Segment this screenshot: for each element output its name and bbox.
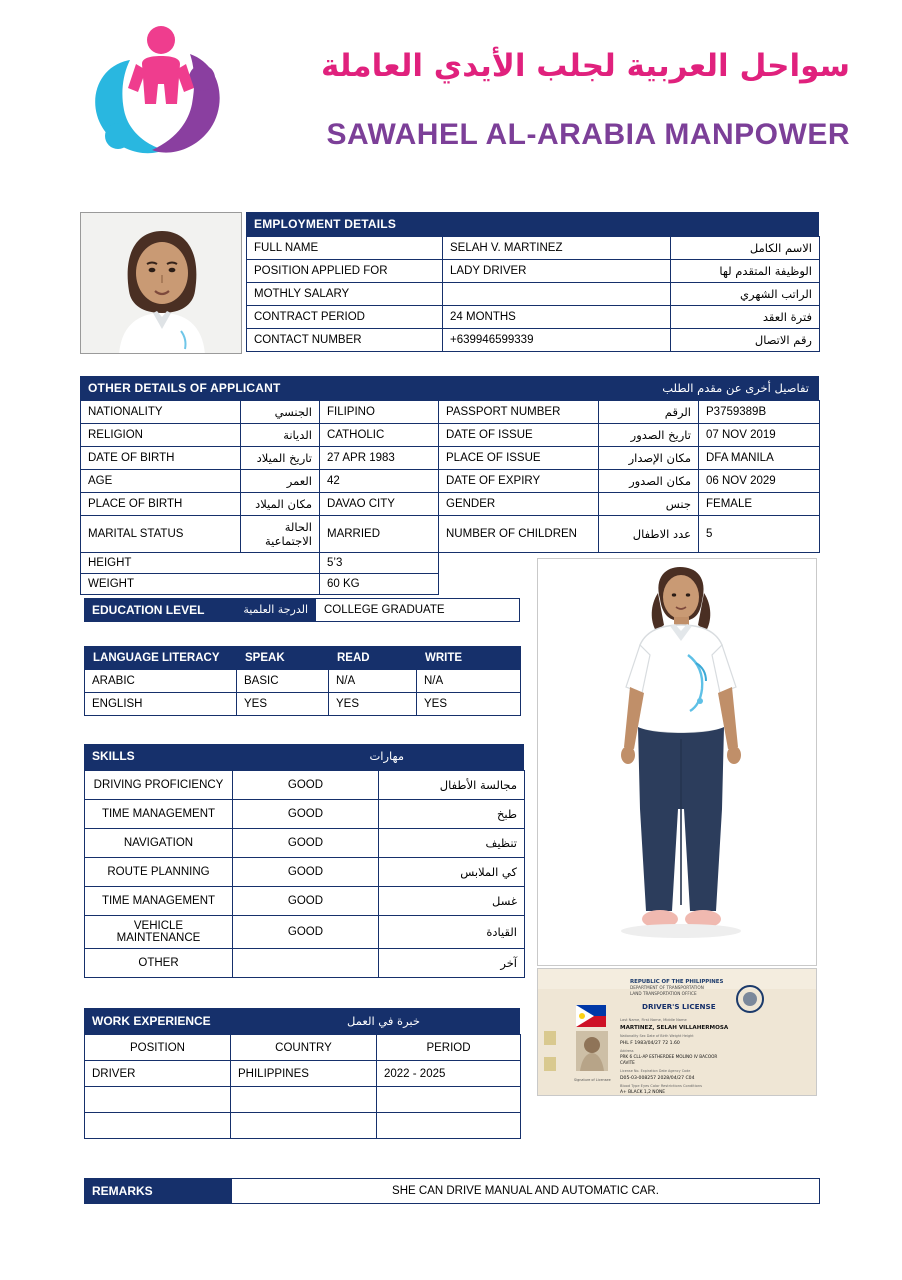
- employment-details-table: [246, 236, 820, 352]
- row-label: MOTHLY SALARY: [247, 283, 443, 306]
- skill-name: TIME MANAGEMENT: [85, 800, 233, 829]
- table-row: [81, 424, 820, 447]
- drivers-license-card-image: [537, 968, 817, 1096]
- language-name: ARABIC: [85, 670, 237, 693]
- row-label-arabic: الراتب الشهري: [671, 283, 820, 306]
- skills-section: [84, 744, 524, 978]
- work-position: [85, 1113, 231, 1139]
- skill-rating: GOOD: [233, 829, 379, 858]
- skill-name: NAVIGATION: [85, 829, 233, 858]
- skill-rating: GOOD: [233, 858, 379, 887]
- row-value: CATHOLIC: [320, 424, 439, 447]
- company-logo-icon: [78, 18, 238, 173]
- skill-rating: GOOD: [233, 771, 379, 800]
- skill-name-arabic: مجالسة الأطفال: [379, 771, 525, 800]
- table-row: [85, 800, 525, 829]
- svg-text:PRK 6 CLL-AP ESTHERDEE MOLINO: PRK 6 CLL-AP ESTHERDEE MOLINO IV BACOOR: [620, 1054, 718, 1059]
- skill-name-arabic: القيادة: [379, 916, 525, 949]
- row-label: CONTRACT PERIOD: [247, 306, 443, 329]
- col-header-speak: SPEAK: [237, 647, 329, 670]
- row-label-arabic: تاريخ الميلاد: [241, 447, 320, 470]
- table-row: [85, 887, 525, 916]
- work-position: DRIVER: [85, 1061, 231, 1087]
- row-label: DATE OF EXPIRY: [439, 470, 599, 493]
- row-value: 60 KG: [320, 574, 439, 595]
- work-period: [377, 1087, 521, 1113]
- skill-name: TIME MANAGEMENT: [85, 887, 233, 916]
- col-header-write: WRITE: [417, 647, 521, 670]
- skill-name: DRIVING PROFICIENCY: [85, 771, 233, 800]
- table-row: [85, 1113, 521, 1139]
- row-label: POSITION APPLIED FOR: [247, 260, 443, 283]
- row-value: 5’3: [320, 553, 439, 574]
- col-header-read: READ: [329, 647, 417, 670]
- svg-text:D05-03-008257 2028/04/27: D05-03-008257 2028/04/27 C04: [620, 1076, 695, 1081]
- row-value: 27 APR 1983: [320, 447, 439, 470]
- remarks-value: SHE CAN DRIVE MANUAL AND AUTOMATIC CAR.: [232, 1178, 820, 1204]
- table-row: [81, 447, 820, 470]
- row-label-arabic: الرقم: [599, 401, 699, 424]
- row-label-arabic: الحالة الاجتماعية: [241, 516, 320, 553]
- work-period: 2022 - 2025: [377, 1061, 521, 1087]
- table-row: [85, 949, 525, 978]
- svg-text:Last Name, First Name, Middle: Last Name, First Name, Middle Name: [620, 1018, 687, 1022]
- table-row: [81, 516, 820, 553]
- row-label-arabic: جنس: [599, 493, 699, 516]
- svg-text:License No. Expiration: License No. Expiration Date Agency Code: [620, 1069, 691, 1073]
- table-row: [85, 1087, 521, 1113]
- row-value: DFA MANILA: [699, 447, 820, 470]
- remarks-section: [84, 1178, 820, 1204]
- row-label-arabic: مكان الميلاد: [241, 493, 320, 516]
- row-value: 24 MONTHS: [443, 306, 671, 329]
- row-label: WEIGHT: [81, 574, 320, 595]
- skill-rating: GOOD: [233, 800, 379, 829]
- skill-name: OTHER: [85, 949, 233, 978]
- table-row: [85, 1061, 521, 1087]
- row-value: [443, 283, 671, 306]
- language-write: YES: [417, 693, 521, 716]
- work-experience-section: [84, 1008, 520, 1139]
- table-row: [85, 829, 525, 858]
- other-details-title-arabic: تفاصيل أخرى عن مقدم الطلب: [662, 381, 809, 395]
- row-label: NATIONALITY: [81, 401, 241, 424]
- work-country: PHILIPPINES: [231, 1061, 377, 1087]
- education-value: COLLEGE GRADUATE: [316, 598, 520, 622]
- row-label: RELIGION: [81, 424, 241, 447]
- row-label: MARITAL STATUS: [81, 516, 241, 553]
- employment-details-section: [246, 212, 819, 352]
- skill-name-arabic: غسل: [379, 887, 525, 916]
- remarks-label: REMARKS: [84, 1178, 232, 1204]
- row-label-arabic: الاسم الكامل: [671, 237, 820, 260]
- row-label: DATE OF ISSUE: [439, 424, 599, 447]
- table-row: [247, 329, 820, 352]
- skill-name-arabic: آخر: [379, 949, 525, 978]
- table-row: [247, 306, 820, 329]
- row-label: AGE: [81, 470, 241, 493]
- language-literacy-table: [84, 646, 521, 716]
- table-row: [247, 237, 820, 260]
- svg-text:Signature of Licensee: Signature of Licensee: [574, 1078, 611, 1082]
- svg-text:LAND TRANSPORTATION OFFICE: LAND TRANSPORTATION OFFICE: [630, 991, 697, 996]
- language-name: ENGLISH: [85, 693, 237, 716]
- col-header-position: POSITION: [85, 1035, 231, 1061]
- applicant-full-body-photo: [537, 558, 817, 966]
- row-label: FULL NAME: [247, 237, 443, 260]
- table-row: [81, 493, 820, 516]
- applicant-portrait-photo: [80, 212, 242, 354]
- education-label-arabic: الدرجة العلمية: [243, 603, 308, 616]
- work-experience-title-arabic: خبرة في العمل: [347, 1014, 420, 1028]
- row-label-arabic: عدد الاطفال: [599, 516, 699, 553]
- work-experience-title: WORK EXPERIENCE: [92, 1014, 211, 1028]
- work-position: [85, 1087, 231, 1113]
- row-value: FEMALE: [699, 493, 820, 516]
- table-row: [85, 916, 525, 949]
- brand-name-arabic: سواحل العربية لجلب الأيدي العاملة: [320, 48, 850, 84]
- col-header-country: COUNTRY: [231, 1035, 377, 1061]
- skills-title-arabic: مهارات: [369, 749, 404, 763]
- skill-name: ROUTE PLANNING: [85, 858, 233, 887]
- work-country: [231, 1087, 377, 1113]
- brand-name-english: SAWAHEL AL-ARABIA MANPOWER: [326, 118, 850, 151]
- table-header-row: [85, 647, 521, 670]
- svg-text:Nationality Sex Date of Birt: Nationality Sex Date of Birth Weight Height: [620, 1034, 694, 1038]
- language-literacy-section: [84, 646, 520, 716]
- table-row: [85, 693, 521, 716]
- row-label: PLACE OF BIRTH: [81, 493, 241, 516]
- language-read: YES: [329, 693, 417, 716]
- skill-rating: [233, 949, 379, 978]
- col-header-language: LANGUAGE LITERACY: [85, 647, 237, 670]
- education-label: EDUCATION LEVEL: [92, 603, 205, 617]
- row-value: 5: [699, 516, 820, 553]
- skill-name-arabic: كي الملابس: [379, 858, 525, 887]
- row-value: 06 NOV 2029: [699, 470, 820, 493]
- table-header-row: [85, 1035, 521, 1061]
- row-value: +639946599339: [443, 329, 671, 352]
- table-row: [81, 401, 820, 424]
- table-row: [247, 260, 820, 283]
- row-label: PLACE OF ISSUE: [439, 447, 599, 470]
- row-value: 42: [320, 470, 439, 493]
- row-value: DAVAO CITY: [320, 493, 439, 516]
- row-label-arabic: رقم الاتصال: [671, 329, 820, 352]
- row-label-arabic: العمر: [241, 470, 320, 493]
- language-speak: BASIC: [237, 670, 329, 693]
- row-label-arabic: فترة العقد: [671, 306, 820, 329]
- education-section: [84, 598, 520, 622]
- svg-text:DEPARTMENT OF TRANSPORTATION: DEPARTMENT OF TRANSPORTATION: [630, 985, 704, 990]
- document-header: [0, 0, 902, 190]
- language-write: N/A: [417, 670, 521, 693]
- row-label-arabic: الديانة: [241, 424, 320, 447]
- language-speak: YES: [237, 693, 329, 716]
- other-details-title: OTHER DETAILS OF APPLICANT: [88, 381, 281, 395]
- svg-text:CAVITE: CAVITE: [620, 1060, 635, 1065]
- skills-table: [84, 770, 525, 978]
- row-value: 07 NOV 2019: [699, 424, 820, 447]
- table-row: [85, 858, 525, 887]
- language-read: N/A: [329, 670, 417, 693]
- work-country: [231, 1113, 377, 1139]
- table-row: [85, 670, 521, 693]
- license-country-text: REPUBLIC OF THE PHILIPPINES: [630, 979, 724, 985]
- svg-text:DRIVER'S LICENSE: DRIVER'S LICENSE: [642, 1002, 716, 1011]
- work-experience-table: [84, 1034, 521, 1139]
- row-label-arabic: مكان الإصدار: [599, 447, 699, 470]
- skill-rating: GOOD: [233, 887, 379, 916]
- skill-name: VEHICLE MAINTENANCE: [85, 916, 233, 949]
- row-label: HEIGHT: [81, 553, 320, 574]
- row-label: GENDER: [439, 493, 599, 516]
- row-value: FILIPINO: [320, 401, 439, 424]
- row-label-arabic: تاريخ الصدور: [599, 424, 699, 447]
- skills-title: SKILLS: [92, 749, 135, 763]
- svg-text:Blood Type Eyes Color Restr: Blood Type Eyes Color Restrictions Conditions: [620, 1084, 703, 1088]
- svg-text:A+ BLACK 1,2: A+ BLACK 1,2 NONE: [620, 1090, 666, 1095]
- row-value: P3759389B: [699, 401, 820, 424]
- row-label: DATE OF BIRTH: [81, 447, 241, 470]
- row-value: SELAH V. MARTINEZ: [443, 237, 671, 260]
- work-period: [377, 1113, 521, 1139]
- skill-name-arabic: تنظيف: [379, 829, 525, 858]
- table-row: [85, 771, 525, 800]
- row-value: LADY DRIVER: [443, 260, 671, 283]
- skill-rating: GOOD: [233, 916, 379, 949]
- row-label-arabic: مكان الصدور: [599, 470, 699, 493]
- col-header-period: PERIOD: [377, 1035, 521, 1061]
- row-value: MARRIED: [320, 516, 439, 553]
- row-label-arabic: الجنسي: [241, 401, 320, 424]
- svg-text:Address: Address: [620, 1049, 634, 1053]
- table-row: [247, 283, 820, 306]
- svg-text:MARTINEZ, SELAH VILLAHERMOSA: MARTINEZ, SELAH VILLAHERMOSA: [620, 1025, 729, 1031]
- skill-name-arabic: طبخ: [379, 800, 525, 829]
- employment-details-title: EMPLOYMENT DETAILS: [246, 212, 819, 236]
- row-label: CONTACT NUMBER: [247, 329, 443, 352]
- row-label: PASSPORT NUMBER: [439, 401, 599, 424]
- table-row: [81, 470, 820, 493]
- row-label: NUMBER OF CHILDREN: [439, 516, 599, 553]
- row-label-arabic: الوظيفة المتقدم لها: [671, 260, 820, 283]
- svg-text:PHL F 1983/04/27: PHL F 1983/04/27 72 1.60: [620, 1041, 680, 1046]
